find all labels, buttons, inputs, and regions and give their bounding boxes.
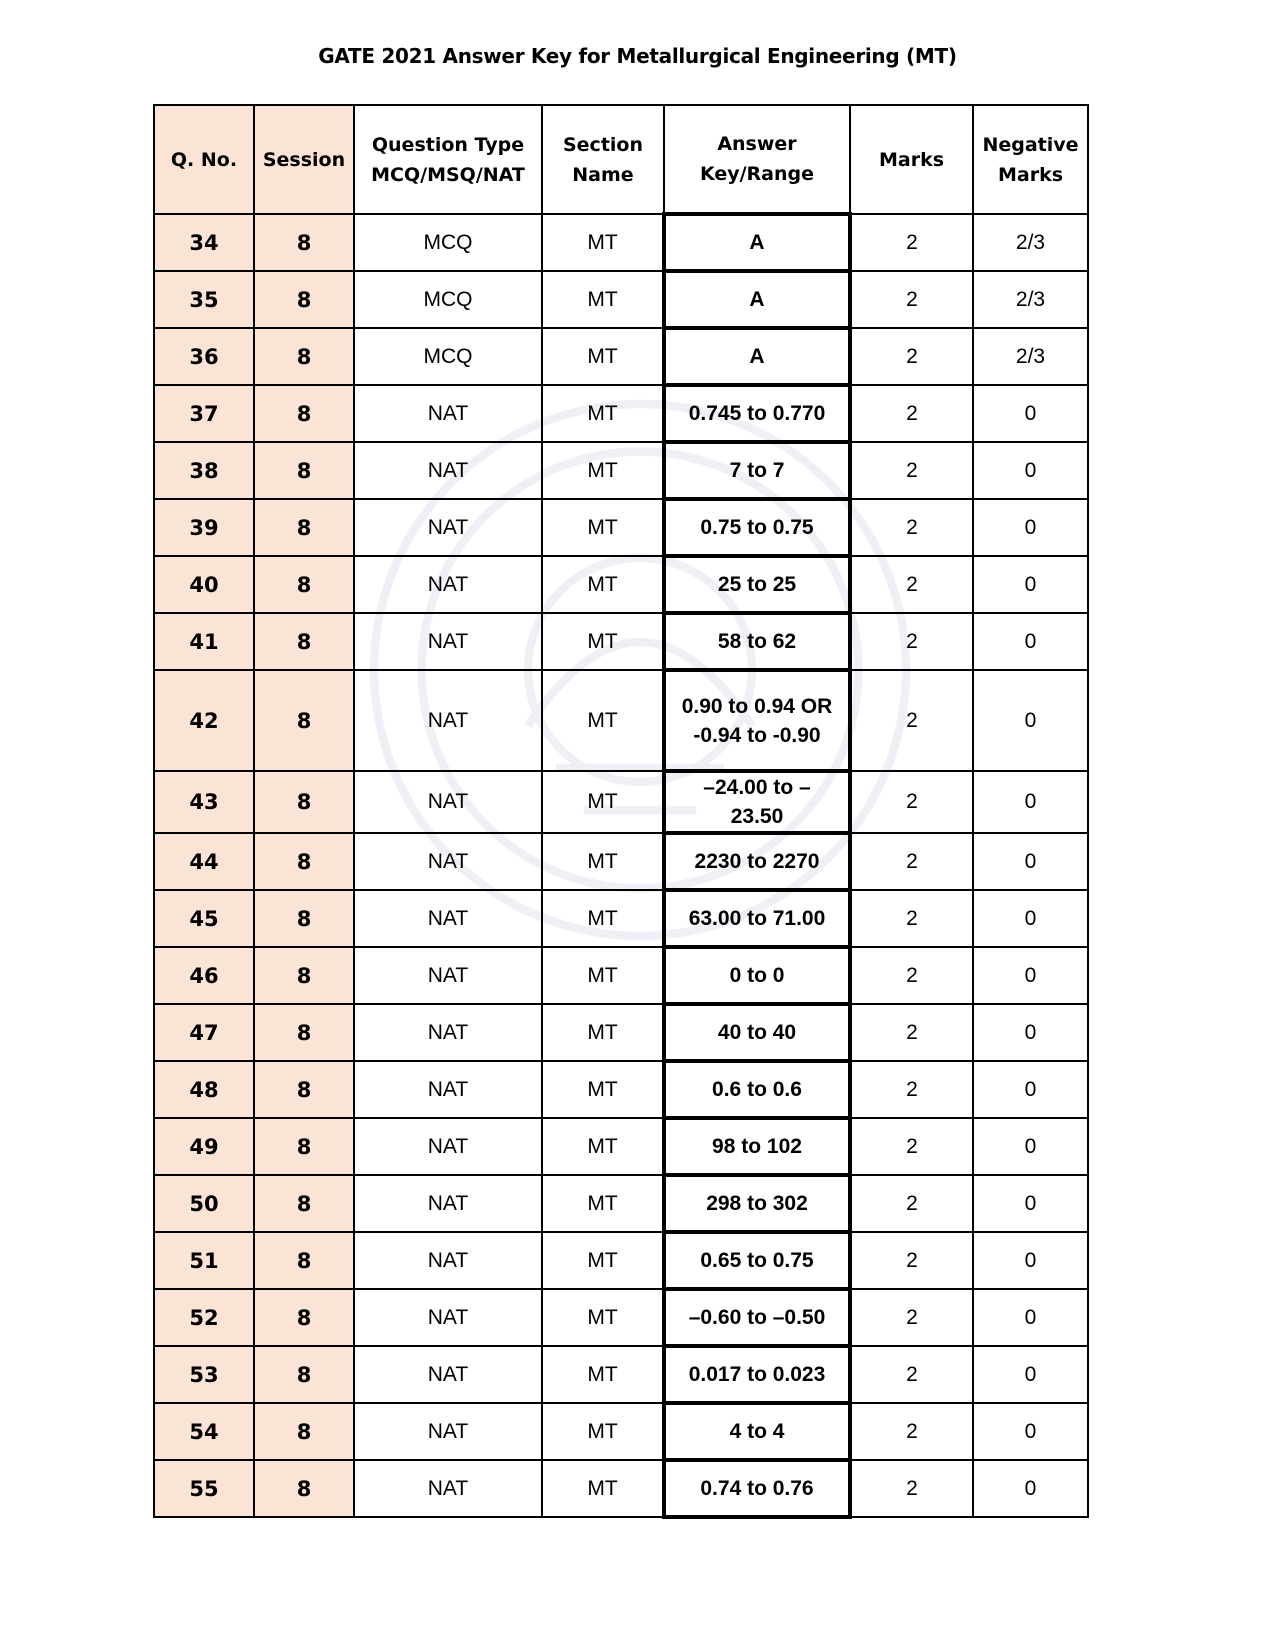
- answer-line1: –0.60 to –0.50: [688, 1306, 826, 1329]
- session-cell: 8: [254, 1232, 354, 1289]
- table-row: [154, 1289, 1088, 1346]
- negative-marks-cell: 0: [973, 1232, 1088, 1289]
- header-section-line2: Name: [572, 163, 634, 186]
- answer-key-cell: [664, 890, 850, 947]
- marks-cell: 2: [850, 328, 973, 385]
- qno-cell: 48: [154, 1061, 254, 1118]
- header-question-type: [354, 105, 542, 214]
- question-type-cell: NAT: [354, 499, 542, 556]
- section-name-cell: MT: [542, 833, 664, 890]
- session-cell: 8: [254, 1004, 354, 1061]
- question-type-cell: NAT: [354, 1004, 542, 1061]
- answer-key-cell: [664, 1403, 850, 1460]
- answer-key-cell: [664, 328, 850, 385]
- session-cell: 8: [254, 670, 354, 771]
- question-type-cell: NAT: [354, 1346, 542, 1403]
- qno-cell: 51: [154, 1232, 254, 1289]
- qno-cell: 54: [154, 1403, 254, 1460]
- negative-marks-cell: 0: [973, 833, 1088, 890]
- table-row: [154, 1232, 1088, 1289]
- section-name-cell: MT: [542, 1004, 664, 1061]
- answer-key-cell: [664, 771, 850, 833]
- session-cell: 8: [254, 1346, 354, 1403]
- table-row: [154, 613, 1088, 670]
- table-row: [154, 890, 1088, 947]
- negative-marks-cell: 0: [973, 385, 1088, 442]
- answer-line2: -0.94 to -0.90: [693, 723, 821, 747]
- session-cell: 8: [254, 1403, 354, 1460]
- table-row: [154, 442, 1088, 499]
- negative-marks-cell: 0: [973, 1061, 1088, 1118]
- header-neg-line2: Marks: [997, 163, 1064, 186]
- session-cell: 8: [254, 613, 354, 670]
- qno-cell: 38: [154, 442, 254, 499]
- qno-cell: 49: [154, 1118, 254, 1175]
- table-row: [154, 271, 1088, 328]
- negative-marks-cell: 0: [973, 771, 1088, 833]
- header-marks: Marks: [850, 105, 973, 214]
- negative-marks-cell: 0: [973, 1175, 1088, 1232]
- question-type-cell: NAT: [354, 613, 542, 670]
- table-row: [154, 947, 1088, 1004]
- answer-key-cell: [664, 1346, 850, 1403]
- table-row: [154, 833, 1088, 890]
- negative-marks-cell: 0: [973, 1118, 1088, 1175]
- marks-cell: 2: [850, 613, 973, 670]
- qno-cell: 47: [154, 1004, 254, 1061]
- answer-key-cell: [664, 1004, 850, 1061]
- header-answer-key: [664, 105, 850, 214]
- marks-cell: 2: [850, 1232, 973, 1289]
- answer-key-cell: [664, 442, 850, 499]
- qno-cell: 43: [154, 771, 254, 833]
- negative-marks-cell: 2/3: [973, 271, 1088, 328]
- negative-marks-cell: 0: [973, 556, 1088, 613]
- answer-line1: A: [749, 345, 765, 368]
- session-cell: 8: [254, 890, 354, 947]
- answer-line2: 23.50: [730, 805, 784, 828]
- answer-line1: 0.74 to 0.76: [700, 1477, 814, 1500]
- table-row: [154, 1403, 1088, 1460]
- section-name-cell: MT: [542, 613, 664, 670]
- section-name-cell: MT: [542, 1232, 664, 1289]
- qno-cell: 55: [154, 1460, 254, 1517]
- answer-line1: 58 to 62: [717, 630, 797, 653]
- session-cell: 8: [254, 271, 354, 328]
- marks-cell: 2: [850, 947, 973, 1004]
- table-row: [154, 499, 1088, 556]
- marks-cell: 2: [850, 1061, 973, 1118]
- marks-cell: 2: [850, 1289, 973, 1346]
- negative-marks-cell: 2/3: [973, 214, 1088, 271]
- qno-cell: 41: [154, 613, 254, 670]
- section-name-cell: MT: [542, 771, 664, 833]
- negative-marks-cell: 0: [973, 670, 1088, 771]
- marks-cell: 2: [850, 1118, 973, 1175]
- section-name-cell: MT: [542, 947, 664, 1004]
- section-name-cell: MT: [542, 890, 664, 947]
- session-cell: 8: [254, 947, 354, 1004]
- negative-marks-cell: 0: [973, 613, 1088, 670]
- section-name-cell: MT: [542, 1061, 664, 1118]
- qno-cell: 36: [154, 328, 254, 385]
- answer-line1: 7 to 7: [729, 459, 785, 482]
- marks-cell: 2: [850, 771, 973, 833]
- negative-marks-cell: 0: [973, 947, 1088, 1004]
- marks-cell: 2: [850, 833, 973, 890]
- qno-cell: 50: [154, 1175, 254, 1232]
- table-row: [154, 1460, 1088, 1517]
- question-type-cell: NAT: [354, 947, 542, 1004]
- answer-key-cell: [664, 1460, 850, 1517]
- answer-line1: 0.6 to 0.6: [712, 1078, 802, 1101]
- question-type-cell: NAT: [354, 771, 542, 833]
- table-row: [154, 328, 1088, 385]
- session-cell: 8: [254, 771, 354, 833]
- marks-cell: 2: [850, 670, 973, 771]
- answer-key-cell: [664, 556, 850, 613]
- question-type-cell: MCQ: [354, 214, 542, 271]
- header-neg-line1: Negative: [982, 133, 1079, 156]
- qno-cell: 53: [154, 1346, 254, 1403]
- session-cell: 8: [254, 1460, 354, 1517]
- table-row: [154, 1118, 1088, 1175]
- question-type-cell: MCQ: [354, 328, 542, 385]
- question-type-cell: NAT: [354, 1232, 542, 1289]
- qno-cell: 37: [154, 385, 254, 442]
- answer-key-cell: [664, 385, 850, 442]
- marks-cell: 2: [850, 499, 973, 556]
- qno-cell: 42: [154, 670, 254, 771]
- table-header-row: [154, 105, 1088, 214]
- question-type-cell: NAT: [354, 1460, 542, 1517]
- answer-line1: 40 to 40: [717, 1021, 797, 1044]
- header-qno: Q. No.: [154, 105, 254, 214]
- header-section-line1: Section: [562, 133, 643, 156]
- section-name-cell: MT: [542, 328, 664, 385]
- answer-line1: 0.65 to 0.75: [700, 1249, 814, 1272]
- section-name-cell: MT: [542, 271, 664, 328]
- section-name-cell: MT: [542, 385, 664, 442]
- answer-key-cell: [664, 613, 850, 670]
- negative-marks-cell: 0: [973, 499, 1088, 556]
- question-type-cell: NAT: [354, 1061, 542, 1118]
- answer-key-cell: [664, 1175, 850, 1232]
- section-name-cell: MT: [542, 442, 664, 499]
- table-row: [154, 771, 1088, 833]
- answer-key-cell: [664, 1289, 850, 1346]
- section-name-cell: MT: [542, 214, 664, 271]
- answer-key-cell: [664, 1061, 850, 1118]
- header-question-type-line2: MCQ/MSQ/NAT: [371, 163, 525, 186]
- question-type-cell: NAT: [354, 442, 542, 499]
- qno-cell: 44: [154, 833, 254, 890]
- section-name-cell: MT: [542, 556, 664, 613]
- negative-marks-cell: 2/3: [973, 328, 1088, 385]
- session-cell: 8: [254, 328, 354, 385]
- answer-key-cell: [664, 947, 850, 1004]
- marks-cell: 2: [850, 271, 973, 328]
- table-row: [154, 556, 1088, 613]
- answer-key-table: [153, 104, 1089, 1519]
- section-name-cell: MT: [542, 499, 664, 556]
- negative-marks-cell: 0: [973, 1403, 1088, 1460]
- answer-line1: 63.00 to 71.00: [688, 907, 826, 930]
- section-name-cell: MT: [542, 670, 664, 771]
- question-type-cell: NAT: [354, 556, 542, 613]
- answer-line1: 0.90 to 0.94 OR: [681, 694, 833, 718]
- session-cell: 8: [254, 1061, 354, 1118]
- header-negative-marks: [973, 105, 1088, 214]
- marks-cell: 2: [850, 556, 973, 613]
- marks-cell: 2: [850, 214, 973, 271]
- negative-marks-cell: 0: [973, 1460, 1088, 1517]
- question-type-cell: MCQ: [354, 271, 542, 328]
- answer-line1: –24.00 to –: [703, 776, 811, 799]
- section-name-cell: MT: [542, 1118, 664, 1175]
- negative-marks-cell: 0: [973, 1346, 1088, 1403]
- marks-cell: 2: [850, 442, 973, 499]
- answer-key-cell: [664, 1118, 850, 1175]
- answer-key-cell: [664, 1232, 850, 1289]
- qno-cell: 39: [154, 499, 254, 556]
- answer-line1: A: [749, 288, 765, 311]
- session-cell: 8: [254, 442, 354, 499]
- answer-key-cell: [664, 214, 850, 271]
- header-section-name: [542, 105, 664, 214]
- table-row: [154, 385, 1088, 442]
- marks-cell: 2: [850, 1175, 973, 1232]
- session-cell: 8: [254, 1118, 354, 1175]
- question-type-cell: NAT: [354, 833, 542, 890]
- qno-cell: 40: [154, 556, 254, 613]
- session-cell: 8: [254, 1175, 354, 1232]
- marks-cell: 2: [850, 1346, 973, 1403]
- answer-line1: 0.75 to 0.75: [700, 516, 814, 539]
- section-name-cell: MT: [542, 1346, 664, 1403]
- table-row: [154, 1061, 1088, 1118]
- question-type-cell: NAT: [354, 670, 542, 771]
- table-row: [154, 1175, 1088, 1232]
- qno-cell: 45: [154, 890, 254, 947]
- question-type-cell: NAT: [354, 385, 542, 442]
- marks-cell: 2: [850, 890, 973, 947]
- page-title: GATE 2021 Answer Key for Metallurgical Engineering (MT): [318, 44, 957, 68]
- answer-line1: A: [749, 231, 765, 254]
- section-name-cell: MT: [542, 1289, 664, 1346]
- marks-cell: 2: [850, 385, 973, 442]
- question-type-cell: NAT: [354, 1403, 542, 1460]
- answer-line1: 2230 to 2270: [694, 850, 820, 873]
- session-cell: 8: [254, 833, 354, 890]
- answer-line1: 4 to 4: [729, 1420, 785, 1443]
- marks-cell: 2: [850, 1004, 973, 1061]
- header-answer-line1: Answer: [717, 133, 797, 155]
- table-row: [154, 670, 1088, 771]
- negative-marks-cell: 0: [973, 1004, 1088, 1061]
- answer-line1: 0 to 0: [729, 964, 785, 987]
- qno-cell: 46: [154, 947, 254, 1004]
- session-cell: 8: [254, 499, 354, 556]
- session-cell: 8: [254, 556, 354, 613]
- table-row: [154, 214, 1088, 271]
- negative-marks-cell: 0: [973, 1289, 1088, 1346]
- section-name-cell: MT: [542, 1175, 664, 1232]
- answer-key-cell: [664, 271, 850, 328]
- session-cell: 8: [254, 385, 354, 442]
- question-type-cell: NAT: [354, 1175, 542, 1232]
- answer-key-cell: [664, 499, 850, 556]
- header-question-type-line1: Question Type: [371, 133, 525, 156]
- answer-key-cell: [664, 833, 850, 890]
- answer-line1: 0.017 to 0.023: [688, 1363, 826, 1386]
- answer-line1: 25 to 25: [717, 573, 797, 596]
- answer-line1: 0.745 to 0.770: [688, 402, 826, 425]
- qno-cell: 34: [154, 214, 254, 271]
- negative-marks-cell: 0: [973, 890, 1088, 947]
- session-cell: 8: [254, 1289, 354, 1346]
- section-name-cell: MT: [542, 1460, 664, 1517]
- answer-line1: 98 to 102: [712, 1135, 802, 1158]
- table-row: [154, 1004, 1088, 1061]
- header-session: Session: [254, 105, 354, 214]
- qno-cell: 52: [154, 1289, 254, 1346]
- section-name-cell: MT: [542, 1403, 664, 1460]
- header-answer-line2: Key/Range: [699, 163, 815, 185]
- session-cell: 8: [254, 214, 354, 271]
- question-type-cell: NAT: [354, 1289, 542, 1346]
- marks-cell: 2: [850, 1403, 973, 1460]
- qno-cell: 35: [154, 271, 254, 328]
- question-type-cell: NAT: [354, 1118, 542, 1175]
- table-row: [154, 1346, 1088, 1403]
- question-type-cell: NAT: [354, 890, 542, 947]
- answer-key-cell: [664, 670, 850, 771]
- negative-marks-cell: 0: [973, 442, 1088, 499]
- answer-line1: 298 to 302: [706, 1192, 808, 1215]
- marks-cell: 2: [850, 1460, 973, 1517]
